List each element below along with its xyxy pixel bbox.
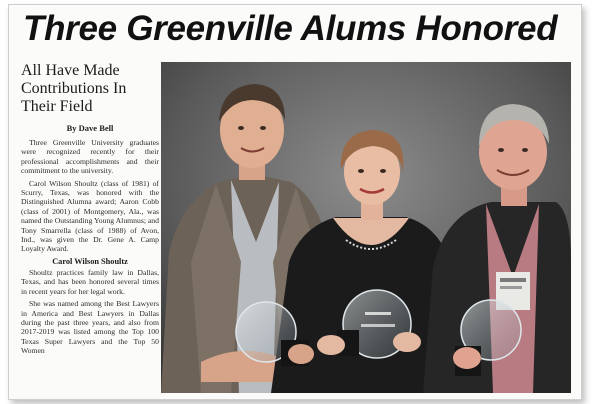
section-subhead: Carol Wilson Shoultz [52,256,128,266]
paragraph-awards: Carol Wilson Shoultz (class of 1981) of Scurry, Texas, was honored with the Distinguished Alumna award; Aaron Cobb (class of 2001) of Montgomery, Ala., was named the Outstanding Young Alumnus; and Tony Smarrella (class of 1988) of Avon, Ind., was given the Dr. Gene A. Camp Loyalty Award. [21,178,159,254]
paragraph-shoultz-practice: Shoultz practices family law in Dallas, Texas, and has been honored several times in recent years for her legal work. [21,267,159,296]
byline: By Dave Bell [66,123,114,133]
honorees-photo [161,62,571,393]
deck-subtitle: All Have Made Contributions In Their Field [21,62,127,115]
article-column [21,62,159,396]
article-body [21,138,159,356]
headline: Three Greenville Alums Honored [23,9,558,48]
paragraph-intro: Three Greenville University graduates were recognized recently for their professional accomplishments and their commitment to the university. [21,138,159,176]
newspaper-clipping [8,4,582,400]
paragraph-shoultz-honors: She was named among the Best Lawyers in America and Best Lawyers in Dallas during the past three years, and also from 2017-2019 was listed among the Top 100 Texas Super Lawyers and the Top 50 Women [21,299,159,356]
